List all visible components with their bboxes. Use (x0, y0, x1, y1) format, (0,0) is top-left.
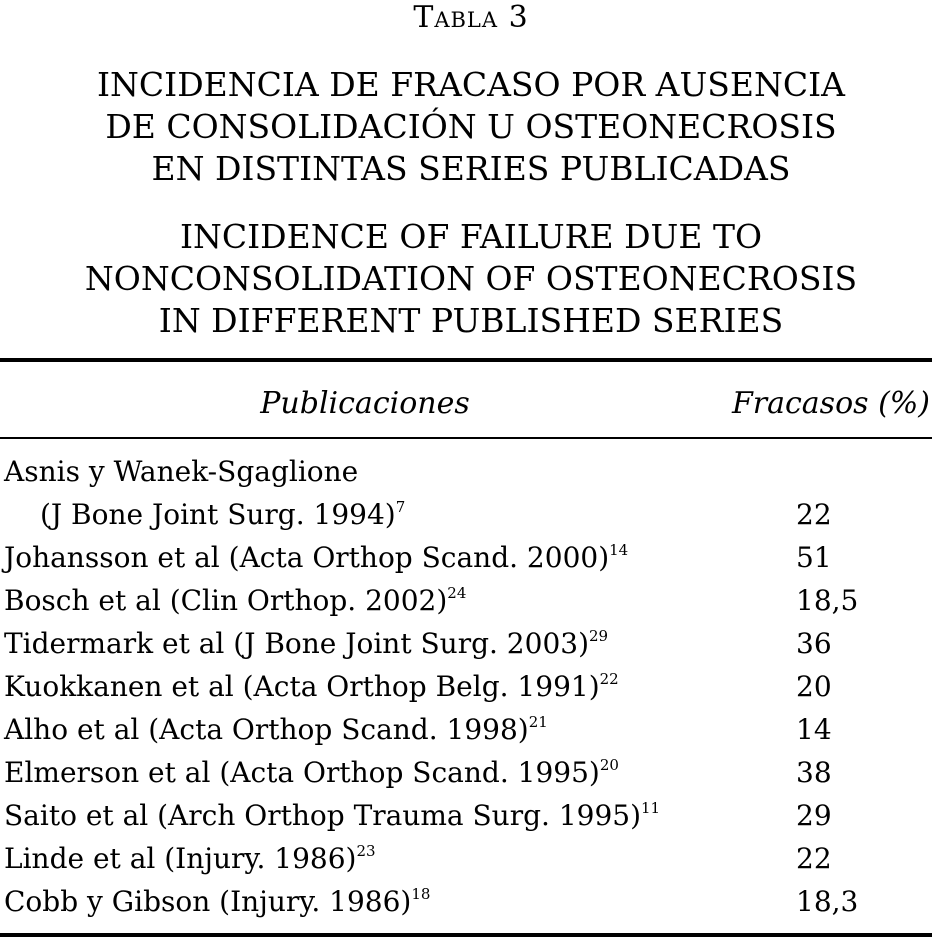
failure-value: 51 (796, 541, 832, 574)
publication-text: Linde et al (Injury. 1986) (4, 842, 357, 875)
title-english-line: INCIDENCE OF FAILURE DUE TO (179, 217, 763, 256)
reference-number: 7 (395, 498, 406, 516)
publication-cell (4, 880, 430, 923)
title-english-line: NONCONSOLIDATION OF OSTEONECROSIS (84, 259, 858, 298)
publication-cell (4, 450, 358, 493)
publication-cell (4, 536, 628, 579)
publication-text: Bosch et al (Clin Orthop. 2002) (4, 584, 448, 617)
publication-cell (40, 493, 405, 536)
title-spanish (0, 64, 942, 190)
table-row (0, 751, 932, 794)
table-row (0, 450, 932, 493)
title-english (0, 216, 942, 342)
failure-value: 22 (796, 498, 832, 531)
title-spanish-line: DE CONSOLIDACIÓN U OSTEONECROSIS (105, 107, 837, 146)
publication-text: Saito et al (Arch Orthop Trauma Surg. 1995) (4, 799, 641, 832)
table-row (0, 579, 932, 622)
reference-number: 14 (609, 541, 629, 559)
table-row (0, 622, 932, 665)
publication-text: (J Bone Joint Surg. 1994) (40, 498, 396, 531)
reference-number: 22 (599, 670, 619, 688)
failure-value: 18,5 (796, 584, 859, 617)
publication-text: Tidermark et al (J Bone Joint Surg. 2003) (4, 627, 589, 660)
failure-value: 20 (796, 670, 832, 703)
publication-text: Alho et al (Acta Orthop Scand. 1998) (4, 713, 529, 746)
column-header-publications: Publicaciones (260, 386, 470, 421)
publication-text: Asnis y Wanek-Sgaglione (4, 455, 359, 488)
table-row (0, 837, 932, 880)
table-row (0, 536, 932, 579)
table-top-rule (0, 358, 932, 362)
table-row (0, 493, 932, 536)
failure-value: 29 (796, 799, 832, 832)
publication-cell (4, 622, 608, 665)
failure-value: 22 (796, 842, 832, 875)
publication-cell (4, 794, 660, 837)
publication-text: Cobb y Gibson (Injury. 1986) (4, 885, 412, 918)
publication-cell (4, 708, 548, 751)
table-row (0, 880, 932, 923)
table-row (0, 794, 932, 837)
failure-value: 18,3 (796, 885, 859, 918)
failure-value: 38 (796, 756, 832, 789)
publication-cell (4, 837, 376, 880)
title-english-line: IN DIFFERENT PUBLISHED SERIES (158, 301, 784, 340)
table-row (0, 665, 932, 708)
publication-cell (4, 751, 619, 794)
publication-text: Johansson et al (Acta Orthop Scand. 2000) (4, 541, 610, 574)
table-bottom-rule (0, 933, 932, 937)
title-spanish-line: INCIDENCIA DE FRACASO POR AUSENCIA (97, 65, 845, 104)
table-header-row (0, 382, 932, 426)
publication-text: Elmerson et al (Acta Orthop Scand. 1995) (4, 756, 600, 789)
reference-number: 29 (589, 627, 609, 645)
reference-number: 20 (599, 756, 619, 774)
publication-text: Kuokkanen et al (Acta Orthop Belg. 1991) (4, 670, 600, 703)
reference-number: 21 (528, 713, 548, 731)
table-row (0, 708, 932, 751)
failure-value: 36 (796, 627, 832, 660)
column-header-failures: Fracasos (%) (731, 386, 930, 421)
table-label: Tabla 3 (413, 0, 529, 35)
reference-number: 18 (411, 885, 431, 903)
table-body (0, 450, 932, 923)
title-spanish-line: EN DISTINTAS SERIES PUBLICADAS (151, 149, 791, 188)
publication-cell (4, 665, 619, 708)
table-header-rule (0, 437, 932, 439)
reference-number: 11 (641, 799, 661, 817)
publication-cell (4, 579, 466, 622)
reference-number: 23 (356, 842, 376, 860)
reference-number: 24 (447, 584, 467, 602)
failure-value: 14 (796, 713, 832, 746)
